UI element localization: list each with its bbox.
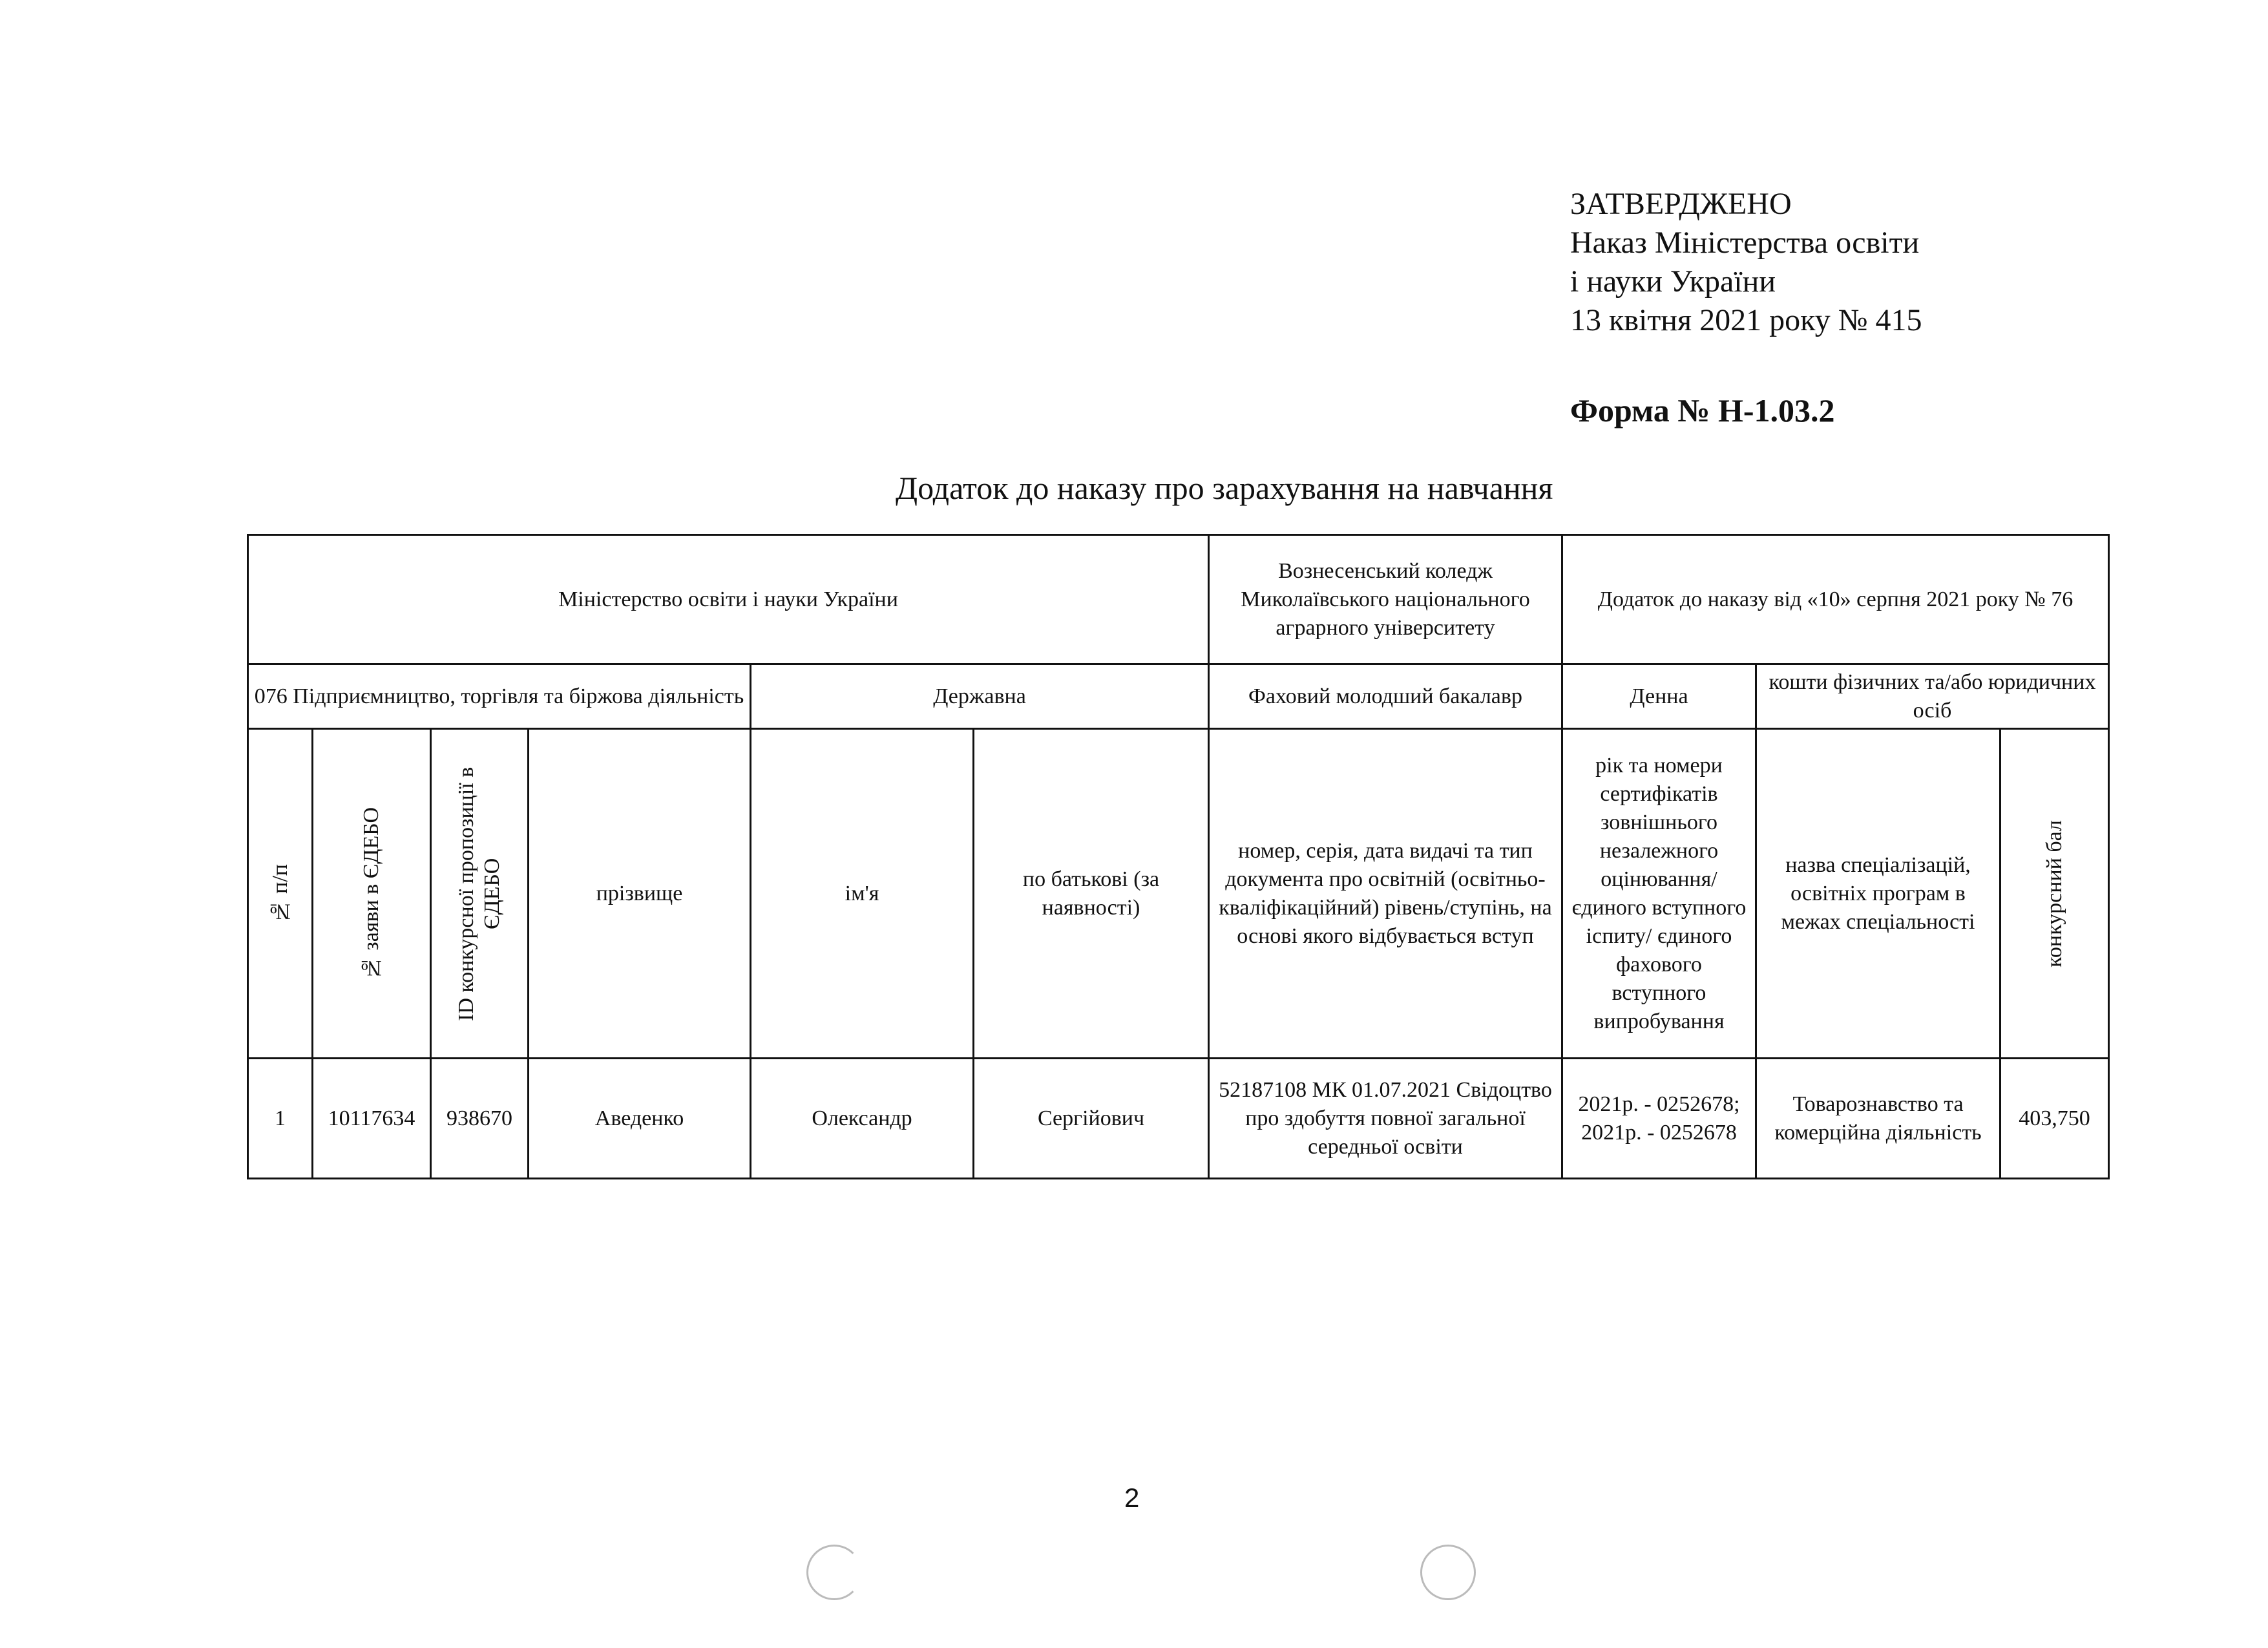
study-form-cell: Денна	[1562, 664, 1756, 729]
page-number: 2	[1124, 1483, 1140, 1513]
header-row-1	[248, 535, 2109, 664]
row-offer-id: 938670	[431, 1059, 529, 1179]
row-num: 1	[248, 1059, 313, 1179]
row-patronymic: Сергійович	[974, 1059, 1209, 1179]
col-score-header	[2000, 729, 2109, 1059]
row-document: 52187108 МК 01.07.2021 Свідоцтво про здобуття повної загальної середньої освіти	[1209, 1059, 1562, 1179]
col-certificates-header: рік та номери сертифікатів зовнішнього незалежного оцінювання/ єдиного вступного іспиту/ єдиного фахового вступного випробування	[1562, 729, 1756, 1059]
table-row	[248, 1059, 2109, 1179]
row-certificates: 2021р. - 0252678; 2021р. - 0252678	[1562, 1059, 1756, 1179]
order-reference-cell: Додаток до наказу від «10» серпня 2021 року № 76	[1562, 535, 2109, 664]
col-num-header	[248, 729, 313, 1059]
row-score: 403,750	[2000, 1059, 2109, 1179]
col-surname-header: прізвище	[529, 729, 751, 1059]
form-number: Форма № Н-1.03.2	[1570, 392, 1835, 428]
row-surname: Аведенко	[529, 1059, 751, 1179]
col-offer-id-label: ID конкурсної пропозиції в ЄДЕБО	[454, 766, 504, 1021]
ownership-cell: Державна	[751, 664, 1209, 729]
document-title: Додаток до наказу про зарахування на навчання	[896, 470, 1553, 506]
row-app-no: 10117634	[313, 1059, 431, 1179]
approval-line-3: і науки України	[1570, 264, 1776, 299]
row-specialization: Товарознавство та комерційна діяльність	[1756, 1059, 2000, 1179]
ministry-cell: Міністерство освіти і науки України	[248, 535, 1209, 664]
row-name: Олександр	[751, 1059, 974, 1179]
enrollment-table	[247, 534, 2110, 1179]
col-offer-id-header	[431, 729, 529, 1059]
header-row-2	[248, 664, 2109, 729]
approval-line-1: ЗАТВЕРДЖЕНО	[1570, 187, 1792, 221]
col-app-no-label: № заяви в ЄДЕБО	[359, 807, 383, 980]
degree-cell: Фаховий молодший бакалавр	[1209, 664, 1562, 729]
col-patronymic-header: по батькові (за наявності)	[974, 729, 1209, 1059]
approval-line-4: 13 квітня 2021 року № 415	[1570, 303, 1922, 337]
approval-line-2: Наказ Міністерства освіти	[1570, 226, 1920, 260]
punch-hole-right	[1420, 1545, 1476, 1600]
approval-stamp	[1570, 185, 1922, 340]
funding-cell: кошти фізичних та/або юридичних осіб	[1756, 664, 2109, 729]
specialty-cell: 076 Підприємництво, торгівля та біржова діяльність	[248, 664, 751, 729]
col-num-label: № п/п	[268, 863, 292, 924]
institution-cell: Вознесенський коледж Миколаївського національного аграрного університету	[1209, 535, 1562, 664]
col-name-header: ім'я	[751, 729, 974, 1059]
col-score-label: конкурсний бал	[2042, 819, 2066, 967]
col-app-no-header	[313, 729, 431, 1059]
col-specialization-header: назва спеціалізацій, освітніх програм в межах спеціальності	[1756, 729, 2000, 1059]
col-document-header: номер, серія, дата видачі та тип документа про освітній (освітньо-кваліфікаційний) рівень/ступінь, на основі якого відбувається вступ	[1209, 729, 1562, 1059]
column-header-row	[248, 729, 2109, 1059]
punch-hole-left	[806, 1545, 862, 1600]
